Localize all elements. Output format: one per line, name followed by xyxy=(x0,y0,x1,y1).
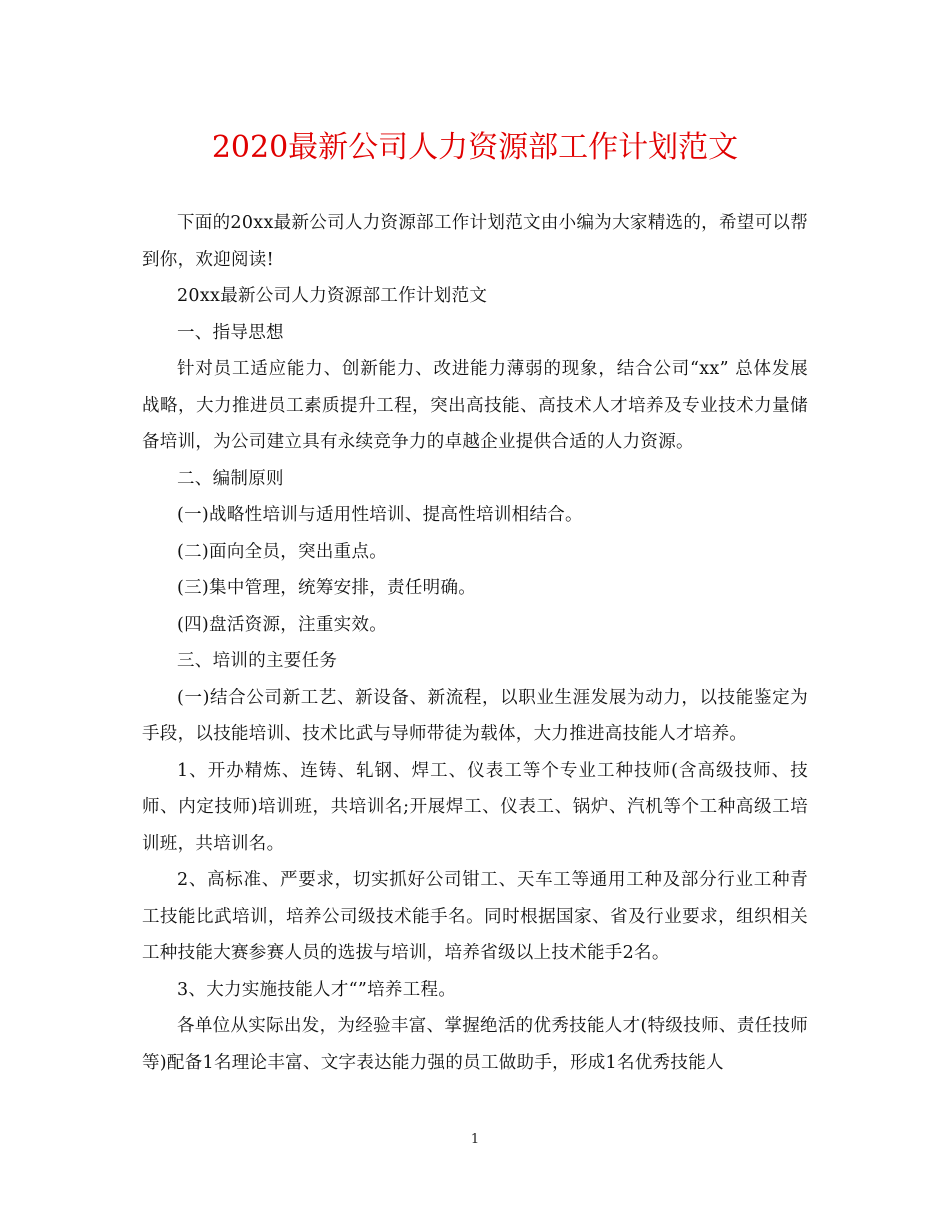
subtitle-paragraph: 20xx最新公司人力资源部工作计划范文 xyxy=(177,286,488,306)
principle-item-1: (一)战略性培训与适用性培训、提高性培训相结合。 xyxy=(177,505,583,525)
document-body xyxy=(142,205,808,1081)
main-task-item-2: 2、高标准、严要求，切实抓好公司钳工、天车工等通用工种及部分行业工种青工技能比武培训，培养公司级技术能手名。同时根据国家、省及行业要求，组织相关工种技能大赛参赛人员的选拔与培训，培养省级以上技术能手2名。 xyxy=(142,870,808,963)
section-heading-guiding-ideology: 一、指导思想 xyxy=(177,322,284,343)
section-heading-principles: 二、编制原则 xyxy=(177,468,284,489)
main-task-detail-paragraph: 各单位从实际出发，为经验丰富、掌握绝活的优秀技能人才(特级技师、责任技师等)配备1名理论丰富、文字表达能力强的员工做助手，形成1名优秀技能人 xyxy=(142,1016,808,1073)
document-title: 2020最新公司人力资源部工作计划范文 xyxy=(211,130,739,165)
principle-item-2: (二)面向全员，突出重点。 xyxy=(177,541,388,562)
main-task-item-3: 3、大力实施技能人才“”培养工程。 xyxy=(177,979,457,1000)
page-number: 1 xyxy=(470,1132,480,1147)
main-task-paragraph-1: (一)结合公司新工艺、新设备、新流程，以职业生涯发展为动力，以技能鉴定为手段，以技能培训、技术比武与导师带徒为载体，大力推进高技能人才培养。 xyxy=(142,687,808,744)
guiding-ideology-paragraph: 针对员工适应能力、创新能力、改进能力薄弱的现象，结合公司“xx” 总体发展战略，大力推进员工素质提升工程，突出高技能、高技术人才培养及专业技术力量储备培训，为公司建立具有永续竞争力的卓越企业提供合适的人力资源。 xyxy=(142,359,808,452)
principle-item-3: (三)集中管理，统筹安排，责任明确。 xyxy=(177,578,477,598)
section-heading-main-tasks: 三、培训的主要任务 xyxy=(177,651,338,671)
main-task-item-1: 1、开办精炼、连铸、轧钢、焊工、仪表工等个专业工种技师(含高级技师、技师、内定技师)培训班，共培训名;开展焊工、仪表工、锅炉、汽机等个工种高级工培训班，共培训名。 xyxy=(142,760,808,854)
intro-paragraph: 下面的20xx最新公司人力资源部工作计划范文由小编为大家精选的，希望可以帮到你，欢迎阅读! xyxy=(142,213,808,270)
principle-item-4: (四)盘活资源，注重实效。 xyxy=(177,614,388,635)
